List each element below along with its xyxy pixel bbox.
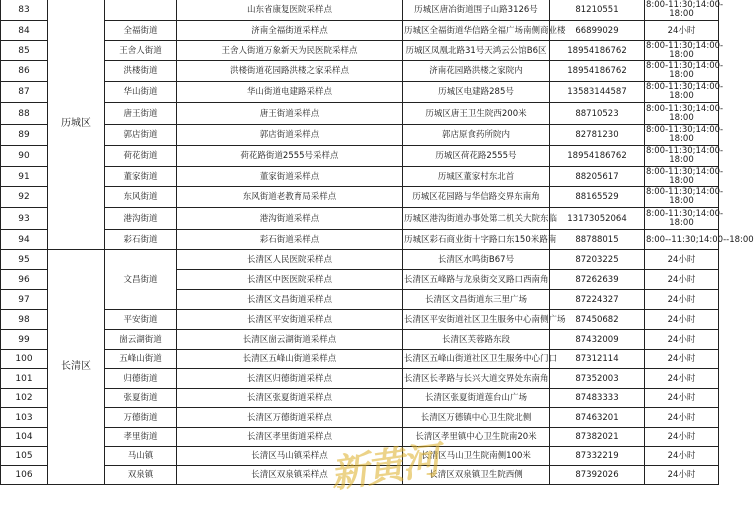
hours-line: 8:00-11:30;14:00- [646,103,724,114]
phone-cell: 88710523 [550,103,645,125]
table-row [1,369,719,389]
hours-line: 8:00-11:30;14:00- [646,187,724,197]
hours-line: 24小时 [667,294,696,305]
site-cell: 长清区文昌街道采样点 [177,290,403,310]
table-row [1,208,719,230]
row-number-cell: 99 [1,330,48,350]
phone-cell: 87432009 [550,330,645,350]
address-cell: 长清区孝里镇中心卫生院南20米 [403,428,550,447]
address-cell: 历城区电建路285号 [403,82,550,103]
phone-cell: 66899029 [550,21,645,41]
hours-line: 24小时 [667,470,696,480]
row-number-cell: 98 [1,310,48,330]
hours-cell [645,230,754,250]
hours-cell [645,166,724,187]
table-row [1,350,719,369]
phone-cell: 87392026 [550,466,645,485]
row-number-cell: 104 [1,428,48,447]
row-number-cell: 95 [1,250,48,270]
hours-line: 24小时 [667,373,696,384]
row-number-cell: 103 [1,408,48,428]
address-cell: 长清区万德镇中心卫生院北侧 [403,408,550,428]
table-row [1,310,719,330]
address-cell: 长清区双泉镇卫生院西侧 [403,466,550,485]
phone-cell: 87352003 [550,369,645,389]
table-row [1,330,719,350]
hours-line: 8:00--11:30;14:00--18:00 [646,234,754,245]
site-cell: 彩石街道采样点 [177,230,403,250]
hours-line: 18:00 [669,175,694,186]
hours-line: 24小时 [667,334,696,345]
hours-cell [645,389,719,408]
street-cell: 孝里街道 [105,428,177,447]
table-row [1,0,719,21]
phone-cell: 88205617 [550,167,645,187]
hours-cell [645,270,719,290]
hours-cell [645,40,724,61]
row-number-cell: 96 [1,270,48,290]
site-cell: 长清区平安街道采样点 [177,310,403,330]
hours-cell [645,146,724,167]
street-cell: 东风街道 [105,187,177,208]
address-cell: 长清区五峰路与龙泉街交叉路口西南角 [403,270,550,290]
phone-cell: 87224327 [550,290,645,310]
hours-line: 24小时 [667,354,696,364]
street-cell: 董家街道 [105,167,177,187]
district-cell: 历城区 [48,0,105,250]
hours-cell [645,61,724,82]
hours-cell [645,330,719,350]
row-number-cell: 105 [1,447,48,466]
phone-cell: 82781230 [550,125,645,146]
address-cell: 历城区港沟街道办事处第二机关大院东临 [403,208,550,230]
phone-cell: 87312114 [550,350,645,369]
street-cell: 崮云湖街道 [105,330,177,350]
hours-line: 18:00 [669,8,694,19]
address-cell: 历城区唐王卫生院西200米 [403,103,550,125]
hours-cell [645,310,719,330]
hours-cell [645,0,724,21]
phone-cell: 87382021 [550,428,645,447]
hours-line: 8:00-11:30;14:00- [646,82,724,92]
site-cell: 东风街道老教育局采样点 [177,187,403,208]
hours-cell [645,447,719,466]
hours-line: 18:00 [669,112,694,123]
table-row [1,466,719,485]
phone-cell: 18954186762 [550,146,645,167]
address-cell: 历城区花园路与华信路交界东南角 [403,187,550,208]
hours-cell [645,208,724,230]
row-number-cell: 97 [1,290,48,310]
row-number-cell: 94 [1,230,48,250]
table-row [1,408,719,428]
street-cell: 全福街道 [105,21,177,41]
row-number-cell: 84 [1,21,48,41]
site-cell: 长清区崮云湖街道采样点 [177,330,403,350]
address-cell: 历城区全福街道华信路全福广场南侧商业楼 [403,21,550,41]
hours-cell [645,466,719,485]
phone-cell: 87203225 [550,250,645,270]
street-cell: 王舍人街道 [105,41,177,61]
site-cell: 长清区孝里街道采样点 [177,428,403,447]
site-cell: 长清区人民医院采样点 [177,250,403,270]
phone-cell: 87463201 [550,408,645,428]
address-cell: 济南花园路洪楼之家院内 [403,61,550,82]
site-cell: 华山街道电建路采样点 [177,82,403,103]
street-cell: 洪楼街道 [105,61,177,82]
address-cell: 长清区长孝路与长兴大道交界处东南角 [403,369,550,389]
site-cell: 长清区五峰山街道采样点 [177,350,403,369]
phone-cell: 88788015 [550,230,645,250]
phone-cell: 81210551 [550,0,645,21]
hours-line: 8:00-11:30;14:00- [646,146,724,156]
street-cell: 郭店街道 [105,125,177,146]
site-cell: 郭店街道采样点 [177,125,403,146]
row-number-cell: 102 [1,389,48,408]
row-number-cell: 88 [1,103,48,125]
table-row [1,167,719,187]
table-row [1,230,719,250]
row-number-cell: 101 [1,369,48,389]
address-cell: 历城区彩石商业街十字路口东150米路南 [403,230,550,250]
site-cell: 洪楼街道花园路洪楼之家采样点 [177,61,403,82]
table-row [1,187,719,208]
row-number-cell: 90 [1,146,48,167]
phone-cell: 18954186762 [550,61,645,82]
hours-cell [645,369,719,389]
address-cell: 长清区马山卫生院南侧100米 [403,447,550,466]
table-row [1,447,719,466]
hours-cell [645,125,724,146]
phone-cell: 13583144587 [550,82,645,103]
table-row [1,428,719,447]
site-cell: 长清区万德街道采样点 [177,408,403,428]
row-number-cell: 83 [1,0,48,21]
table-row [1,41,719,61]
phone-cell: 87332219 [550,447,645,466]
street-cell: 唐王街道 [105,103,177,125]
hours-line: 8:00-11:30;14:00- [646,61,724,71]
hours-cell [645,350,719,369]
phone-cell: 13173052064 [550,208,645,230]
district-cell: 长清区 [48,250,105,485]
hours-line: 24小时 [667,254,696,265]
hours-cell [645,250,719,270]
row-number-cell: 89 [1,125,48,146]
street-cell: 华山街道 [105,82,177,103]
hours-line: 8:00-11:30;14:00- [646,208,724,219]
address-cell: 历城区董家村东北首 [403,167,550,187]
phone-cell: 88165529 [550,187,645,208]
address-cell: 历城区凤凰北路31号天鸿云公馆B6区 [403,41,550,61]
hours-cell [645,187,724,208]
table-row [1,21,719,41]
site-cell: 唐王街道采样点 [177,103,403,125]
table-body [1,0,754,485]
hours-line: 8:00-11:30;14:00- [646,125,724,135]
street-cell: 归德街道 [105,369,177,389]
hours-line: 24小时 [667,274,696,285]
row-number-cell: 91 [1,167,48,187]
row-number-cell: 86 [1,61,48,82]
hours-line: 18:00 [669,91,694,101]
street-cell: 双泉镇 [105,466,177,485]
table-row [1,82,719,103]
hours-line: 8:00-11:30;14:00- [646,0,724,10]
row-number-cell: 106 [1,466,48,485]
address-cell: 历城区荷花路2555号 [403,146,550,167]
hours-cell [645,103,724,125]
table-row [1,389,719,408]
address-cell: 长清区平安街道社区卫生服务中心南侧广场 [403,310,550,330]
hours-line: 18:00 [669,70,694,80]
hours-line: 18:00 [669,217,694,228]
table-row [1,125,719,146]
address-cell: 长清区芙蓉路东段 [403,330,550,350]
street-cell: 港沟街道 [105,208,177,230]
site-cell: 长清区马山镇采样点 [177,447,403,466]
table-row [1,146,719,167]
site-cell: 山东省康复医院采样点 [177,0,403,21]
table-row [1,250,719,270]
row-number-cell: 92 [1,187,48,208]
address-cell: 历城区唐冶街道围子山路3126号 [403,0,550,21]
site-cell: 长清区张夏街道采样点 [177,389,403,408]
phone-cell: 87450682 [550,310,645,330]
hours-line: 18:00 [669,155,694,165]
hours-cell [645,82,724,103]
site-cell: 长清区双泉镇采样点 [177,466,403,485]
street-cell [105,0,177,21]
hours-line: 8:00-11:30;14:00- [646,40,724,51]
site-cell: 荷花路街道2555号采样点 [177,146,403,167]
hours-cell [645,290,719,310]
street-cell: 张夏街道 [105,389,177,408]
site-cell: 长清区归德街道采样点 [177,369,403,389]
row-number-cell: 93 [1,208,48,230]
table-row [1,61,719,82]
table-row [1,103,719,125]
hours-cell [645,428,719,447]
hours-line: 18:00 [669,134,694,144]
hours-line: 18:00 [669,196,694,206]
street-cell: 文昌街道 [105,250,177,310]
row-number-cell: 85 [1,41,48,61]
hours-line: 24小时 [667,393,696,403]
street-cell: 彩石街道 [105,230,177,250]
row-number-cell: 100 [1,350,48,369]
hours-line: 24小时 [667,314,696,325]
hours-line: 24小时 [667,451,696,461]
address-cell: 长清区张夏街道莲台山广场 [403,389,550,408]
hours-line: 24小时 [667,412,696,423]
address-cell: 长清区五峰山街道社区卫生服务中心门口 [403,350,550,369]
site-cell: 王舍人街道万象新天为民医院采样点 [177,41,403,61]
hours-line: 24小时 [667,432,696,442]
street-cell: 万德街道 [105,408,177,428]
hours-cell [645,408,719,428]
row-number-cell: 87 [1,82,48,103]
watermark-logo: 新黄河 [327,436,441,497]
phone-cell: 87483333 [550,389,645,408]
address-cell: 郭店原食药所院内 [403,125,550,146]
street-cell: 荷花街道 [105,146,177,167]
street-cell: 五峰山街道 [105,350,177,369]
address-cell: 长清区水鸣街B67号 [403,250,550,270]
hours-cell [645,21,719,41]
hours-line: 18:00 [669,49,694,60]
address-cell: 长清区文昌街道东三里广场 [403,290,550,310]
site-cell: 济南全福街道采样点 [177,21,403,41]
street-cell: 马山镇 [105,447,177,466]
street-cell: 平安街道 [105,310,177,330]
hours-line: 24小时 [667,25,696,36]
site-cell: 港沟街道采样点 [177,208,403,230]
site-cell: 董家街道采样点 [177,167,403,187]
site-cell: 长清区中医医院采样点 [177,270,403,290]
phone-cell: 18954186762 [550,41,645,61]
phone-cell: 87262639 [550,270,645,290]
hours-line: 8:00-11:30;14:00- [646,166,724,177]
